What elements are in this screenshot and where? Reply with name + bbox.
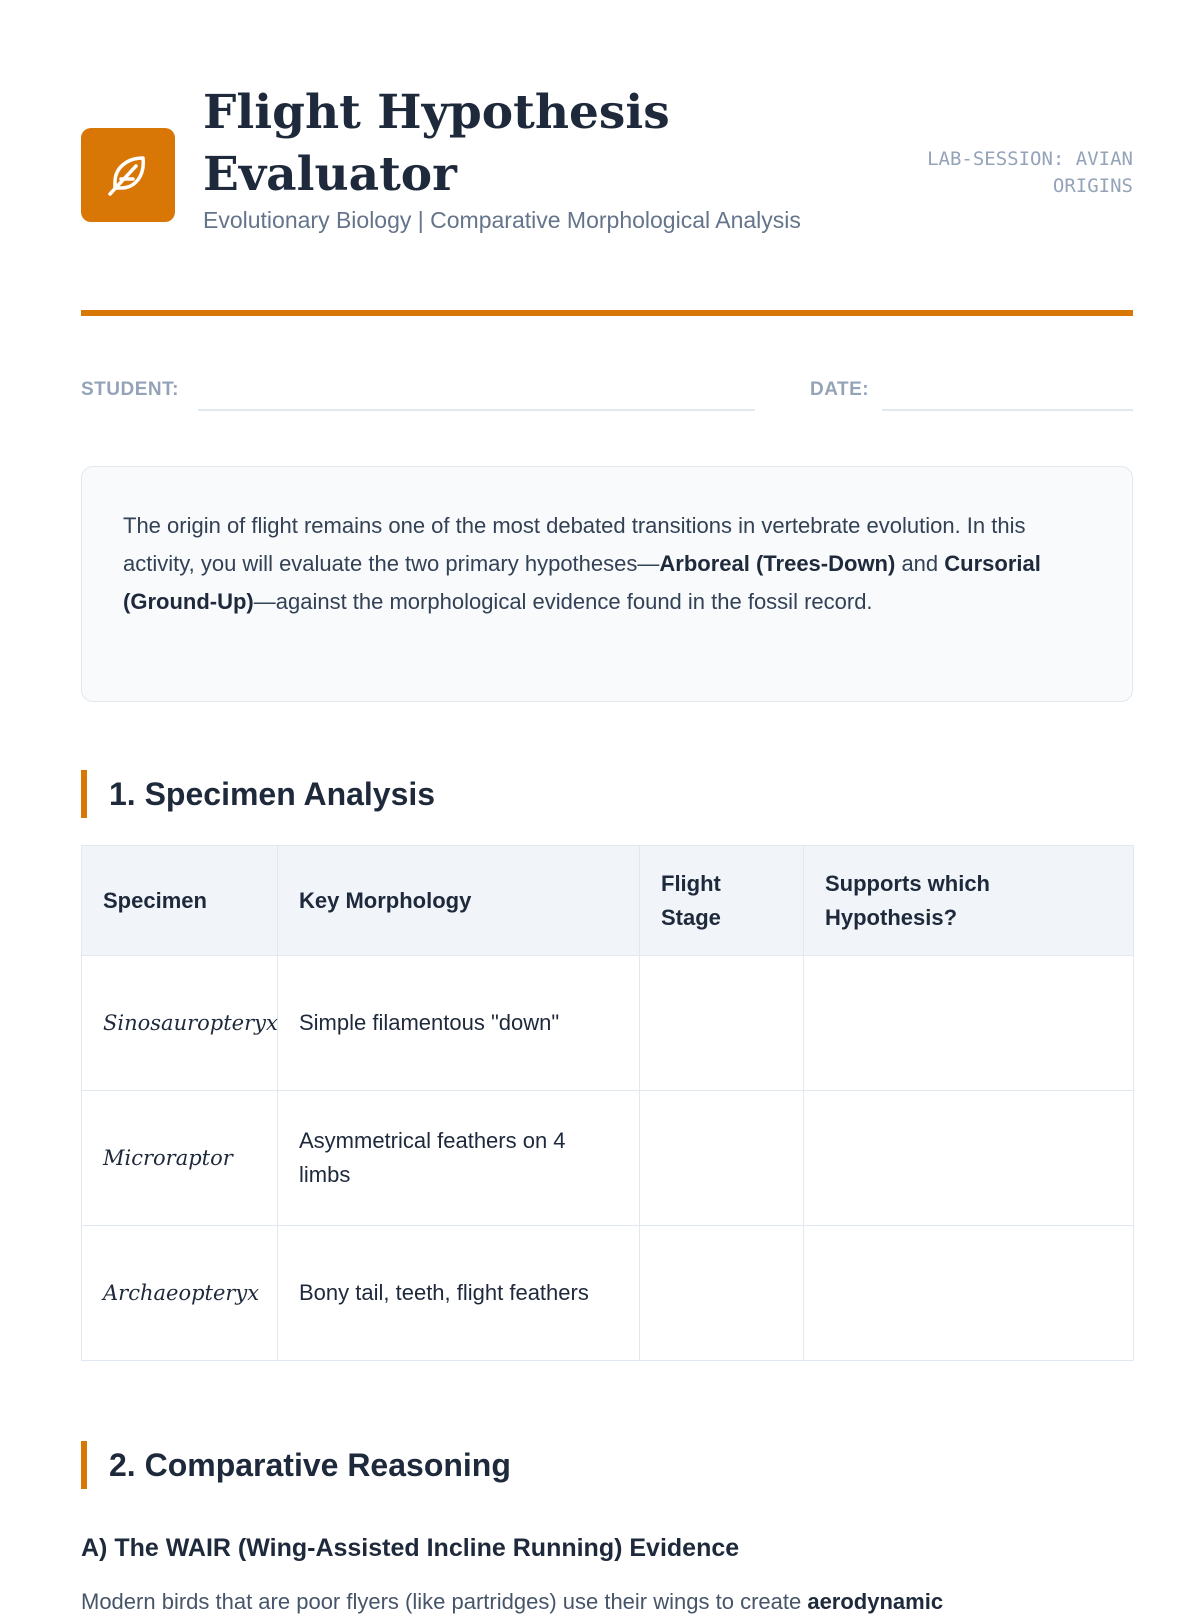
logo-badge — [81, 128, 175, 222]
column-header-morphology: Key Morphology — [278, 846, 640, 956]
student-info-row — [81, 375, 1133, 411]
section-2-title: 2. Comparative Reasoning — [81, 1441, 1133, 1489]
table-row — [82, 1226, 1134, 1361]
column-header-flight-stage: Flight Stage — [640, 846, 804, 956]
flight-stage-input[interactable] — [640, 1091, 804, 1226]
intro-text-3: —against the morphological evidence found in the fossil record. — [253, 589, 873, 614]
specimen-name: Microraptor — [82, 1091, 278, 1226]
student-label: STUDENT: — [81, 379, 179, 400]
header — [81, 82, 1133, 312]
intro-bold-cursorial: Cursorial (Ground-Up) — [123, 551, 1041, 614]
intro-text-2: and — [895, 551, 945, 576]
header-divider — [81, 310, 1133, 316]
student-name-field[interactable] — [198, 409, 755, 411]
lab-session-label: LAB-SESSION: AVIAN ORIGINS — [927, 148, 1133, 197]
column-header-hypothesis: Supports which Hypothesis? — [804, 846, 1134, 956]
column-header-specimen: Specimen — [82, 846, 278, 956]
date-label: DATE: — [810, 379, 870, 400]
intro-box — [81, 466, 1133, 702]
table-header-row — [82, 846, 1134, 956]
hypothesis-input[interactable] — [804, 956, 1134, 1091]
hypothesis-input[interactable] — [804, 1091, 1134, 1226]
table-row — [82, 1091, 1134, 1226]
intro-text-1: The origin of flight remains one of the most debated transitions in vertebrate evolution. In this activity, you will evaluate the two primary hypotheses— — [123, 513, 1026, 576]
specimen-name: Sinosauropteryx — [82, 956, 278, 1091]
specimen-table — [81, 845, 1134, 1361]
flight-stage-input[interactable] — [640, 1226, 804, 1361]
hypothesis-input[interactable] — [804, 1226, 1134, 1361]
page-title: Flight Hypothesis Evaluator — [203, 85, 670, 202]
flight-stage-input[interactable] — [640, 956, 804, 1091]
morphology-cell: Asymmetrical feathers on 4 limbs — [278, 1091, 640, 1226]
wair-text-1: Modern birds that are poor flyers (like partridges) use their wings to create — [81, 1589, 808, 1614]
page-subtitle: Evolutionary Biology | Comparative Morphological Analysis — [203, 207, 801, 233]
morphology-cell: Simple filamentous "down" — [278, 956, 640, 1091]
morphology-cell: Bony tail, teeth, flight feathers — [278, 1226, 640, 1361]
wair-paragraph — [81, 1585, 1133, 1619]
wair-bold-aerodynamic: aerodynamic — [807, 1589, 944, 1614]
specimen-name: Archaeopteryx — [82, 1226, 278, 1361]
feather-icon — [103, 150, 153, 200]
subsection-a-title: A) The WAIR (Wing-Assisted Incline Running) Evidence — [81, 1534, 740, 1562]
table-row — [82, 956, 1134, 1091]
intro-bold-arboreal: Arboreal (Trees-Down) — [659, 551, 896, 576]
section-1-title: 1. Specimen Analysis — [81, 770, 1133, 818]
date-field[interactable] — [882, 409, 1133, 411]
